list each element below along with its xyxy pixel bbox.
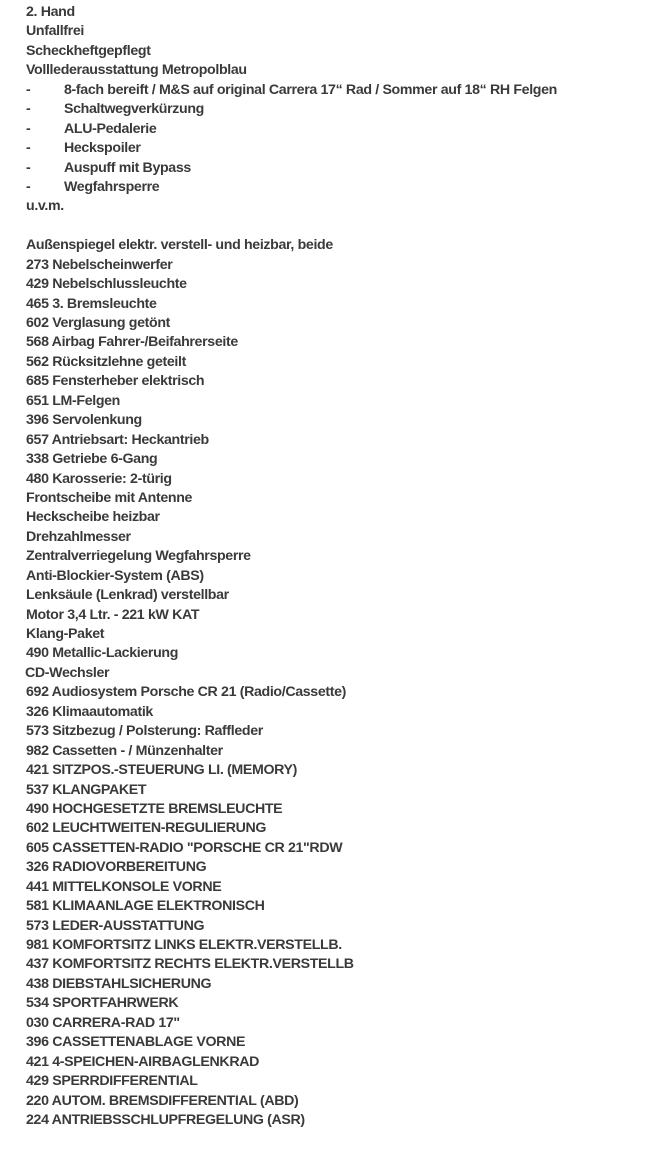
- equipment-item: 602 Verglasung getönt: [26, 315, 171, 331]
- equipment-item: 429 Nebelschlussleuchte: [26, 276, 187, 293]
- equipment-item: 982 Cassetten - / Münzenhalter: [26, 742, 223, 759]
- equipment-item: Drehzahlmesser: [26, 528, 131, 545]
- equipment-item: Anti-Blockier-System (ABS): [26, 567, 204, 584]
- equipment-item: 438 DIEBSTAHLSICHERUNG: [26, 975, 212, 992]
- bullet-text: Schaltwegverkürzung: [64, 101, 204, 118]
- intro-line: Unfallfrei: [26, 23, 84, 40]
- bullet-item: [26, 100, 658, 119]
- equipment-item: 437 KOMFORTSITZ RECHTS ELEKTR.VERSTELLB: [26, 956, 354, 973]
- intro-section: [26, 3, 658, 81]
- equipment-item: 465 3. Bremsleuchte: [26, 295, 157, 312]
- equipment-item: 537 KLANGPAKET: [26, 781, 147, 798]
- equipment-item: 326 RADIOVORBEREITUNG: [26, 859, 207, 876]
- equipment-item: [26, 644, 658, 663]
- equipment-item: 605 CASSETTEN-RADIO "PORSCHE CR 21"RDW: [26, 839, 343, 856]
- equipment-item: Motor 3,4 Ltr. - 221 kW KAT: [26, 606, 200, 623]
- bullet-dash: -: [26, 140, 31, 157]
- intro-line: Volllederausstattung Metropolblau: [26, 62, 247, 79]
- bullet-dash: -: [26, 81, 31, 98]
- equipment-item: 562 Rücksitzlehne geteilt: [26, 353, 186, 370]
- equipment-item: Außenspiegel elektr. verstell- und heizbar, beide: [26, 237, 333, 254]
- equipment-item: 490 HOCHGESETZTE BREMSLEUCHTE: [26, 800, 283, 817]
- equipment-item: Klang-Paket: [26, 626, 105, 642]
- equipment-item: 480 Karosserie: 2-türig: [26, 470, 172, 487]
- equipment-item: Heckscheibe heizbar: [26, 509, 160, 526]
- bullet-item: [26, 159, 658, 178]
- equipment-item: 568 Airbag Fahrer-/Beifahrerseite: [26, 334, 238, 351]
- equipment-item: Frontscheibe mit Antenne: [26, 489, 193, 506]
- equipment-item: 421 SITZPOS.-STEUERUNG LI. (MEMORY): [26, 762, 298, 779]
- bullet-dash: -: [26, 101, 31, 118]
- equipment-item: 273 Nebelscheinwerfer: [26, 256, 173, 273]
- bullet-dash: -: [26, 120, 31, 137]
- equipment-item: 534 SPORTFAHRWERK: [26, 995, 179, 1012]
- equipment-item: 220 AUTOM. BREMSDIFFERENTIAL (ABD): [26, 1092, 299, 1109]
- etc-line: u.v.m.: [26, 198, 64, 215]
- equipment-item: 657 Antriebsart: Heckantrieb: [26, 431, 209, 448]
- bullet-dash: -: [26, 178, 31, 195]
- bullet-item: [26, 81, 658, 100]
- equipment-list: [26, 236, 658, 1130]
- bullet-list: [26, 81, 658, 198]
- equipment-item: CD-Wechsler: [25, 664, 110, 681]
- equipment-item: 602 LEUCHTWEITEN-REGULIERUNG: [26, 820, 267, 837]
- equipment-item: Zentralverriegelung Wegfahrsperre: [26, 548, 251, 565]
- vehicle-description: [26, 3, 658, 1130]
- bullet-text: 8-fach bereift / M&S auf original Carrera 17“ Rad / Sommer auf 18“ RH Felgen: [64, 81, 557, 98]
- equipment-item: 981 KOMFORTSITZ LINKS ELEKTR.VERSTELLB.: [26, 937, 342, 953]
- equipment-item: 573 Sitzbezug / Polsterung: Raffleder: [26, 723, 263, 740]
- intro-line: 2. Hand: [26, 4, 75, 20]
- bullet-text: ALU-Pedalerie: [64, 120, 157, 137]
- bullet-item: [26, 178, 658, 197]
- equipment-item: 421 4-SPEICHEN-AIRBAGLENKRAD: [26, 1053, 260, 1070]
- equipment-item: 692 Audiosystem Porsche CR 21 (Radio/Cassette): [26, 684, 347, 701]
- equipment-item: 030 CARRERA-RAD 17": [26, 1014, 180, 1031]
- equipment-item: 396 CASSETTENABLAGE VORNE: [26, 1034, 246, 1051]
- equipment-item: 429 SPERRDIFFERENTIAL: [26, 1073, 198, 1090]
- equipment-item: 338 Getriebe 6-Gang: [26, 451, 158, 468]
- equipment-item: 396 Servolenkung: [26, 412, 142, 429]
- equipment-item: Lenksäule (Lenkrad) verstellbar: [26, 587, 229, 604]
- equipment-item: 651 LM-Felgen: [26, 392, 120, 409]
- equipment-item: 326 Klimaautomatik: [26, 703, 153, 720]
- bullet-text: Heckspoiler: [64, 140, 141, 157]
- equipment-item: 573 LEDER-AUSSTATTUNG: [26, 917, 205, 934]
- intro-line: Scheckheftgepflegt: [26, 42, 151, 59]
- equipment-item: 685 Fensterheber elektrisch: [26, 373, 205, 390]
- blank-line: [26, 217, 658, 236]
- equipment-item-clipped: 490 Metallic-Lackierung: [26, 645, 179, 661]
- equipment-item: 224 ANTRIEBSSCHLUPFREGELUNG (ASR): [26, 1111, 305, 1128]
- equipment-item: 581 KLIMAANLAGE ELEKTRONISCH: [26, 898, 265, 915]
- bullet-item: [26, 139, 658, 158]
- bullet-item: [26, 120, 658, 139]
- bullet-text: Auspuff mit Bypass: [64, 159, 191, 176]
- bullet-text: Wegfahrsperre: [64, 178, 160, 195]
- equipment-item: 441 MITTELKONSOLE VORNE: [26, 878, 222, 895]
- bullet-dash: -: [26, 159, 31, 176]
